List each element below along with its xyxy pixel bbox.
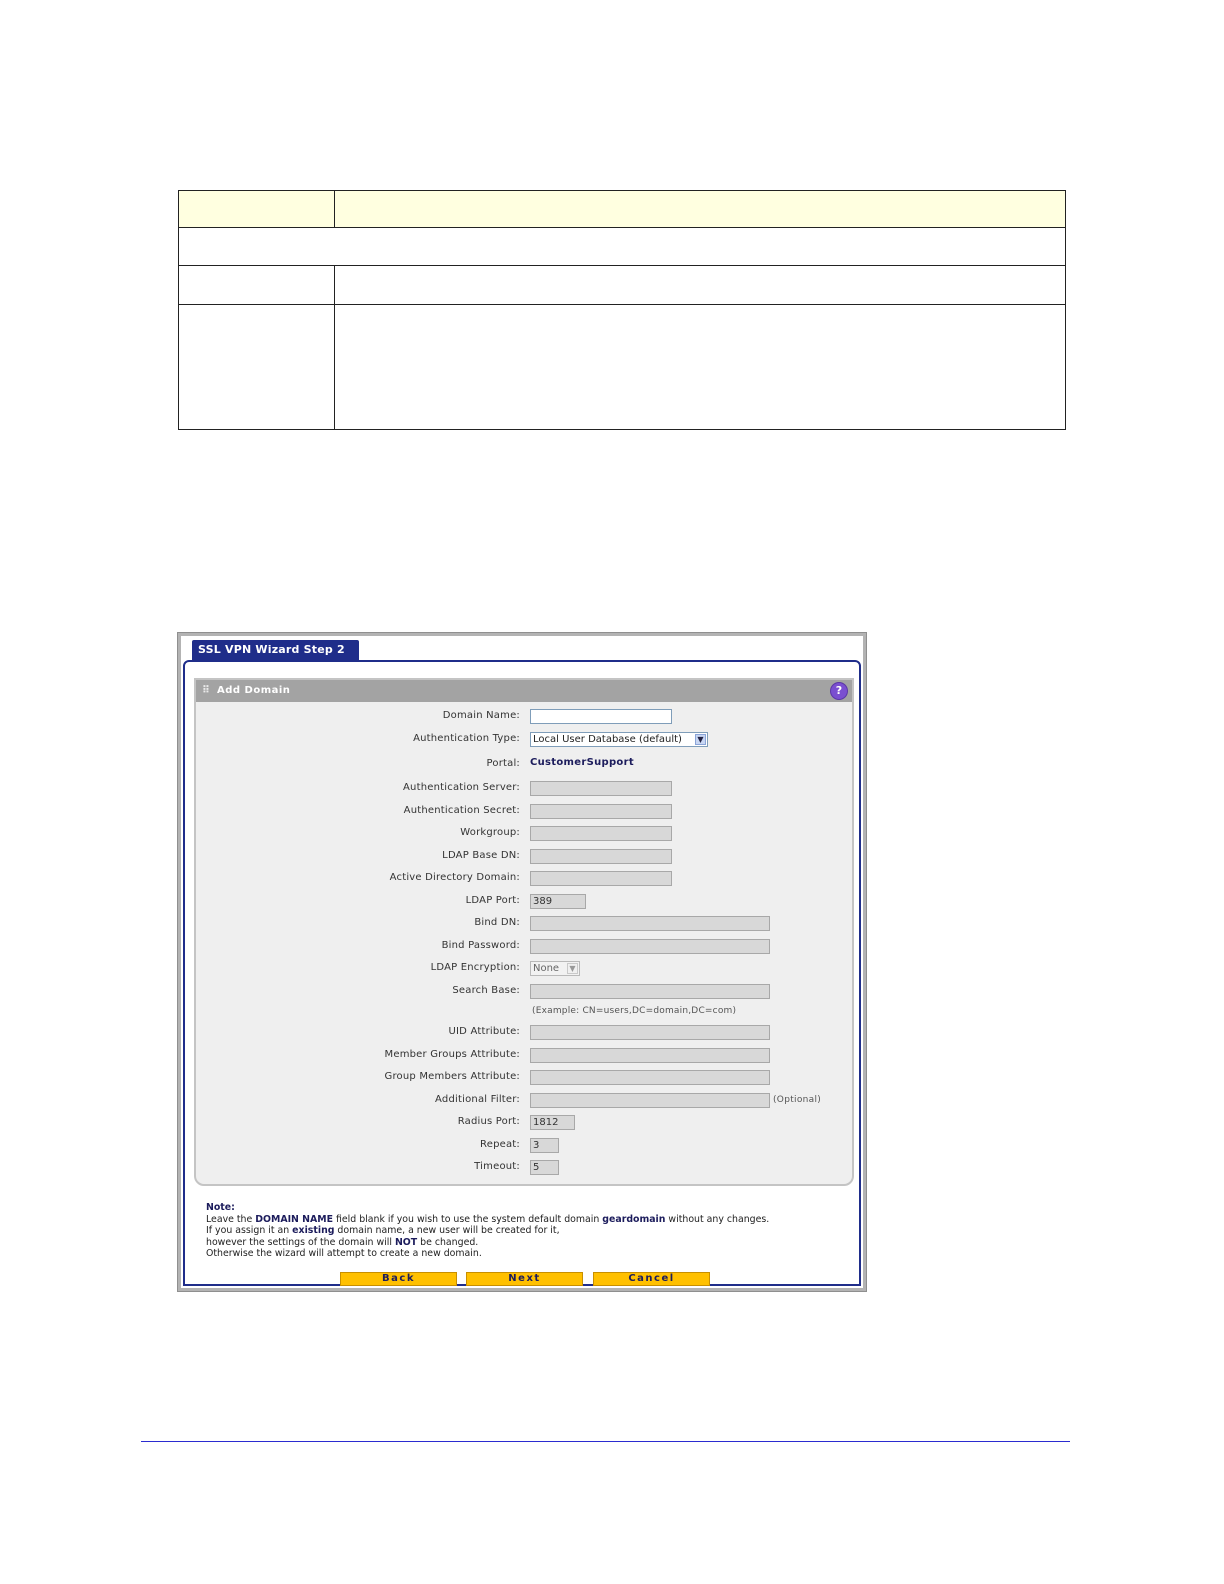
uid-attribute-row xyxy=(196,1025,852,1041)
back-button[interactable]: Back xyxy=(340,1272,457,1286)
ldap-encryption-label: LDAP Encryption: xyxy=(430,962,520,973)
workgroup-input[interactable] xyxy=(530,826,672,841)
ldap-encryption-select[interactable] xyxy=(530,961,580,976)
footer-divider xyxy=(141,1441,1070,1442)
note-text: however the settings of the domain will xyxy=(206,1236,395,1248)
panel-title: Add Domain xyxy=(217,685,291,696)
note-emphasis: NOT xyxy=(394,1236,418,1248)
table-header-cell xyxy=(179,191,335,228)
note-line xyxy=(206,1225,769,1237)
auth-secret-input[interactable] xyxy=(530,804,672,819)
auth-server-label: Authentication Server: xyxy=(403,782,520,793)
add-domain-panel xyxy=(194,678,854,1186)
table-header-cell xyxy=(335,191,1066,228)
help-icon[interactable]: ? xyxy=(831,683,847,699)
member-groups-attribute-row xyxy=(196,1048,852,1064)
member-groups-attribute-input[interactable] xyxy=(530,1048,770,1063)
ldap-base-dn-label: LDAP Base DN: xyxy=(442,850,520,861)
wizard-window xyxy=(181,636,863,1288)
ldap-encryption-value: None xyxy=(533,963,560,974)
chevron-down-icon[interactable]: ▼ xyxy=(695,734,706,745)
auth-type-select[interactable] xyxy=(530,732,708,747)
panel-header xyxy=(196,680,852,702)
note-text: field blank if you wish to use the system default domain xyxy=(333,1213,603,1225)
wizard-frame xyxy=(183,660,861,1286)
portal-value: CustomerSupport xyxy=(530,757,634,768)
auth-type-label: Authentication Type: xyxy=(413,733,520,744)
note-text: be changed. xyxy=(417,1236,479,1248)
group-members-attribute-label: Group Members Attribute: xyxy=(384,1071,520,1082)
table-row xyxy=(179,305,1066,430)
workgroup-label: Workgroup: xyxy=(460,827,520,838)
table-row xyxy=(179,266,1066,305)
timeout-input[interactable]: 5 xyxy=(530,1160,559,1175)
note-text: domain name, a new user will be created for it, xyxy=(334,1225,560,1237)
repeat-input[interactable]: 3 xyxy=(530,1138,559,1153)
auth-secret-label: Authentication Secret: xyxy=(403,805,520,816)
table-section-cell xyxy=(179,228,1066,266)
table-cell xyxy=(179,266,335,305)
note-text: Leave the xyxy=(206,1213,256,1225)
additional-filter-row xyxy=(196,1093,852,1109)
auth-type-value: Local User Database (default) xyxy=(533,734,682,745)
note-line xyxy=(206,1237,769,1249)
uid-attribute-input[interactable] xyxy=(530,1025,770,1040)
ad-domain-label: Active Directory Domain: xyxy=(389,872,520,883)
bind-dn-row xyxy=(196,916,852,932)
next-button[interactable]: Next xyxy=(466,1272,583,1286)
timeout-row xyxy=(196,1160,852,1176)
ldap-port-input[interactable]: 389 xyxy=(530,894,586,909)
radius-port-row xyxy=(196,1115,852,1131)
member-groups-attribute-label: Member Groups Attribute: xyxy=(384,1049,520,1060)
search-base-input[interactable] xyxy=(530,984,770,999)
table-section-row xyxy=(179,228,1066,266)
ldap-encryption-row xyxy=(196,961,852,977)
radius-port-input[interactable]: 1812 xyxy=(530,1115,575,1130)
optional-hint: (Optional) xyxy=(773,1095,822,1105)
ad-domain-input[interactable] xyxy=(530,871,672,886)
group-members-attribute-row xyxy=(196,1070,852,1086)
bind-dn-input[interactable] xyxy=(530,916,770,931)
auth-secret-row xyxy=(196,804,852,820)
cancel-button[interactable]: Cancel xyxy=(593,1272,710,1286)
uid-attribute-label: UID Attribute: xyxy=(448,1026,520,1037)
repeat-row xyxy=(196,1138,852,1154)
bind-password-input[interactable] xyxy=(530,939,770,954)
group-members-attribute-input[interactable] xyxy=(530,1070,770,1085)
bind-password-row xyxy=(196,939,852,955)
bind-password-label: Bind Password: xyxy=(441,940,520,951)
table-cell xyxy=(335,305,1066,430)
wizard-note xyxy=(206,1202,769,1260)
note-emphasis: geardomain xyxy=(602,1213,666,1225)
search-base-row xyxy=(196,984,852,1000)
note-line: Otherwise the wizard will attempt to create a new domain. xyxy=(206,1248,482,1260)
note-title: Note: xyxy=(206,1202,235,1213)
ldap-base-dn-input[interactable] xyxy=(530,849,672,864)
wizard-step-tab[interactable]: SSL VPN Wizard Step 2 xyxy=(192,640,359,660)
workgroup-row xyxy=(196,826,852,842)
domain-name-row xyxy=(196,709,852,725)
portal-row xyxy=(196,757,852,773)
auth-type-row xyxy=(196,732,852,748)
additional-filter-label: Additional Filter: xyxy=(435,1094,520,1105)
timeout-label: Timeout: xyxy=(474,1161,520,1172)
auth-server-input[interactable] xyxy=(530,781,672,796)
search-base-hint-row xyxy=(196,1006,852,1022)
portal-label: Portal: xyxy=(486,758,520,769)
auth-server-row xyxy=(196,781,852,797)
wizard-screenshot xyxy=(177,632,867,1292)
domain-name-input[interactable] xyxy=(530,709,672,724)
note-line xyxy=(206,1214,769,1226)
ad-domain-row xyxy=(196,871,852,887)
note-emphasis: DOMAIN NAME xyxy=(255,1213,334,1225)
note-emphasis: existing xyxy=(292,1225,335,1237)
radius-port-label: Radius Port: xyxy=(457,1116,520,1127)
ldap-port-label: LDAP Port: xyxy=(465,895,520,906)
search-base-hint: (Example: CN=users,DC=domain,DC=com) xyxy=(532,1006,737,1016)
note-text: without any changes. xyxy=(665,1213,770,1225)
ldap-base-dn-row xyxy=(196,849,852,865)
search-base-label: Search Base: xyxy=(452,985,520,996)
table-cell xyxy=(179,305,335,430)
repeat-label: Repeat: xyxy=(480,1139,520,1150)
domain-name-label: Domain Name: xyxy=(442,710,520,721)
bind-dn-label: Bind DN: xyxy=(474,917,520,928)
grip-icon: ⠿ xyxy=(202,685,210,696)
chevron-down-icon[interactable]: ▼ xyxy=(567,963,578,974)
settings-table xyxy=(178,190,1066,430)
note-text: If you assign it an xyxy=(206,1225,293,1237)
ldap-port-row xyxy=(196,894,852,910)
additional-filter-input[interactable] xyxy=(530,1093,770,1108)
table-cell xyxy=(335,266,1066,305)
table-header-row xyxy=(179,191,1066,228)
